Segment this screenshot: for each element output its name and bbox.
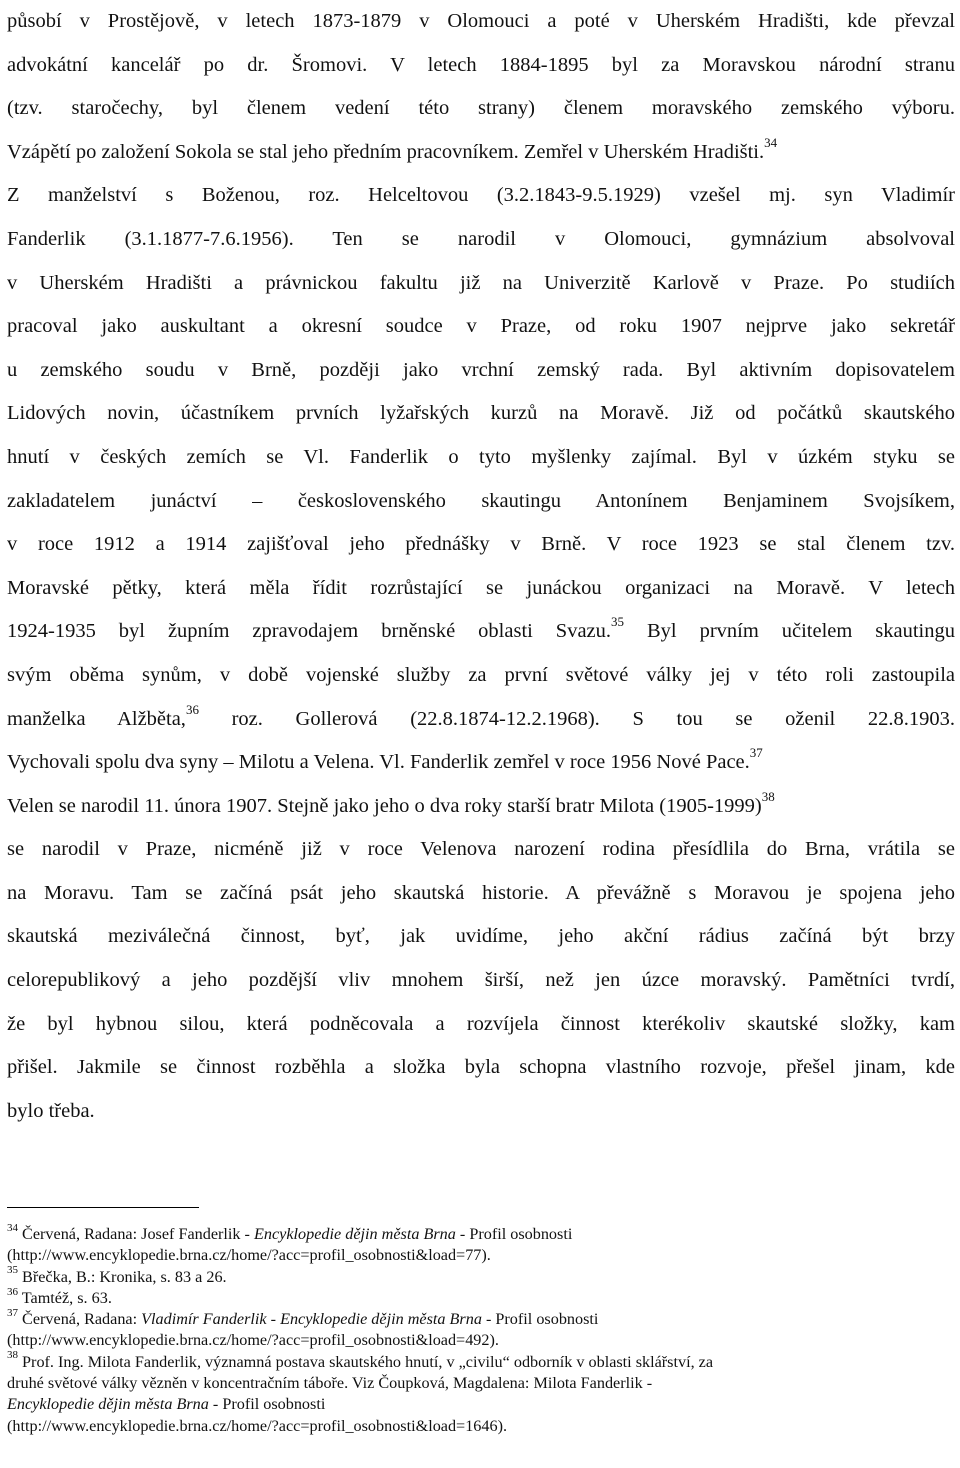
text-line (7, 785, 955, 829)
text-line (7, 741, 955, 785)
text-line: Lidových novin, účastníkem prvních lyžařských kurzů na Moravě. Již od počátků skautského (7, 402, 955, 425)
body-text (7, 0, 955, 1133)
footnote-ref-35[interactable]: 35 (611, 614, 625, 630)
text-line: že byl hybnou silou, která podněcovala a rozvíjela činnost kterékoliv skautské složky, kam (7, 1012, 955, 1035)
footnote-text: - Profil osobnosti (481, 1310, 599, 1329)
footnote-text: Břečka, B.: Kronika, s. 83 a 26. (18, 1267, 227, 1286)
text-line: Fanderlik (3.1.1877-7.6.1956). Ten se narodil v Olomouci, gymnázium absolvoval (7, 227, 955, 250)
text-line: (tzv. staročechy, byl členem vedení této strany) členem moravského zemského výboru. (7, 97, 955, 120)
text-span: Byl prvním učitelem skautingu (624, 620, 956, 643)
text-line: Moravské pětky, která měla řídit rozrůstající se junáckou organizaci na Moravě. V letech (7, 576, 955, 599)
text-line: na Moravu. Tam se začíná psát jeho skautská historie. A převážně s Moravou je spojena jeho (7, 881, 955, 904)
footnote-38-cont: druhé světové války vězněn v koncentračním táboře. Viz Čoupková, Magdalena: Milota Fanderlik - (7, 1374, 653, 1393)
footnote-italic: Encyklopedie dějin města Brna (7, 1395, 209, 1414)
footnote-number: 35 (7, 1264, 18, 1277)
footnote-35 (7, 1264, 955, 1288)
footnote-text: Červená, Radana: Josef Fanderlik - (18, 1225, 254, 1243)
footnotes (7, 1221, 955, 1437)
footnote-number: 36 (7, 1285, 18, 1298)
text-line: v Uherském Hradišti a právnickou fakultu již na Univerzitě Karlově v Praze. Po studiích (7, 271, 955, 294)
text-line: v roce 1912 a 1914 zajišťoval jeho přednášky v Brně. V roce 1923 se stal členem tzv. (7, 533, 955, 556)
text-line: svým oběma synům, v době vojenské služby za první světové války jej v této roli zastoupila (7, 663, 955, 686)
footnote-ref-36[interactable]: 36 (185, 701, 199, 717)
text-line: hnutí v českých zemích se Vl. Fanderlik o tyto myšlenky zajímal. Byl v úzkém styku se (7, 445, 955, 468)
text-line (7, 698, 955, 742)
text-line (7, 610, 955, 654)
text-line: se narodil v Praze, nicméně již v roce Velenova narození rodina přesídlila do Brna, vrátila se (7, 838, 955, 861)
footnote-38 (7, 1349, 955, 1373)
text-span: roz. Gollerová (22.8.1874-12.2.1968). S tou se oženil 22.8.1903. (198, 707, 955, 730)
text-line: bylo třeba. (7, 1099, 95, 1122)
text-span: manželka Alžběta, (7, 707, 186, 730)
footnote-italic: Encyklopedie dějin města Brna (254, 1225, 456, 1243)
text-line: zakladatelem junáctví – československého skautingu Antonínem Benjaminem Svojsíkem, (7, 489, 955, 512)
footnote-number: 38 (7, 1349, 18, 1362)
text-span: Vychovali spolu dva syny – Milotu a Velena. Vl. Fanderlik zemřel v roce 1956 Nové Pace. (7, 751, 750, 774)
footnote-number: 34 (7, 1221, 18, 1234)
text-line: u zemského soudu v Brně, později jako vrchní zemský rada. Byl aktivním dopisovatelem (7, 358, 955, 381)
text-line: přišel. Jakmile se činnost rozběhla a složka byla schopna vlastního rozvoje, přešel jinam, kde (7, 1056, 955, 1079)
text-line (7, 131, 955, 175)
text-line: advokátní kancelář po dr. Šromovi. V letech 1884-1895 byl za Moravskou národní stranu (7, 53, 955, 76)
text-line: celorepublikový a jeho pozdější vliv mnohem širší, než jen úzce moravský. Pamětníci tvrdí, (7, 969, 955, 992)
footnote-37 (7, 1306, 955, 1330)
footnote-36 (7, 1285, 955, 1309)
footnote-ref-34[interactable]: 34 (764, 134, 778, 150)
footnote-38-cont (7, 1394, 955, 1415)
text-line: pracoval jako auskultant a okresní soudce v Praze, od roku 1907 nejprve jako sekretář (7, 315, 955, 338)
footnote-number: 37 (7, 1306, 18, 1319)
footnote-italic: Vladimír Fanderlik - Encyklopedie dějin města Brna (141, 1310, 482, 1329)
footnote-34-url[interactable]: (http://www.encyklopedie.brna.cz/home/?acc=profil_osobnosti&load=77). (7, 1246, 491, 1265)
footnote-38-url[interactable]: (http://www.encyklopedie.brna.cz/home/?acc=profil_osobnosti&load=1646). (7, 1416, 508, 1435)
footnote-text: Tamtéž, s. 63. (18, 1288, 112, 1307)
text-span: Vzápětí po založení Sokola se stal jeho předním pracovníkem. Zemřel v Uherském Hradišti. (7, 140, 765, 163)
text-span: Velen se narodil 11. února 1907. Stejně jako jeho o dva roky starší bratr Milota (1905-1999) (7, 794, 762, 817)
footnote-34 (7, 1221, 955, 1245)
footnote-separator (7, 1207, 199, 1208)
footnote-text: - Profil osobnosti (455, 1225, 573, 1243)
text-span: 1924-1935 byl župním zpravodajem brněnské oblasti Svazu. (7, 620, 612, 643)
footnote-text: Prof. Ing. Milota Fanderlik, významná postava skautského hnutí, v „civilu“ odborník v oblasti sklářství, za (18, 1352, 714, 1371)
footnote-ref-37[interactable]: 37 (749, 745, 763, 761)
footnote-text: - Profil osobnosti (208, 1395, 326, 1414)
text-line: skautská meziválečná činnost, byť, jak uvidíme, jeho akční rádius začíná být brzy (7, 925, 955, 948)
footnote-ref-38[interactable]: 38 (761, 788, 775, 804)
footnote-text: Červená, Radana: (18, 1310, 142, 1329)
text-line: Z manželství s Boženou, roz. Helceltovou (3.2.1843-9.5.1929) vzešel mj. syn Vladimír (7, 184, 955, 207)
text-line: působí v Prostějově, v letech 1873-1879 v Olomouci a poté v Uherském Hradišti, kde převzal (7, 10, 955, 32)
footnote-37-url[interactable]: (http://www.encyklopedie.brna.cz/home/?acc=profil_osobnosti&load=492). (7, 1331, 499, 1350)
